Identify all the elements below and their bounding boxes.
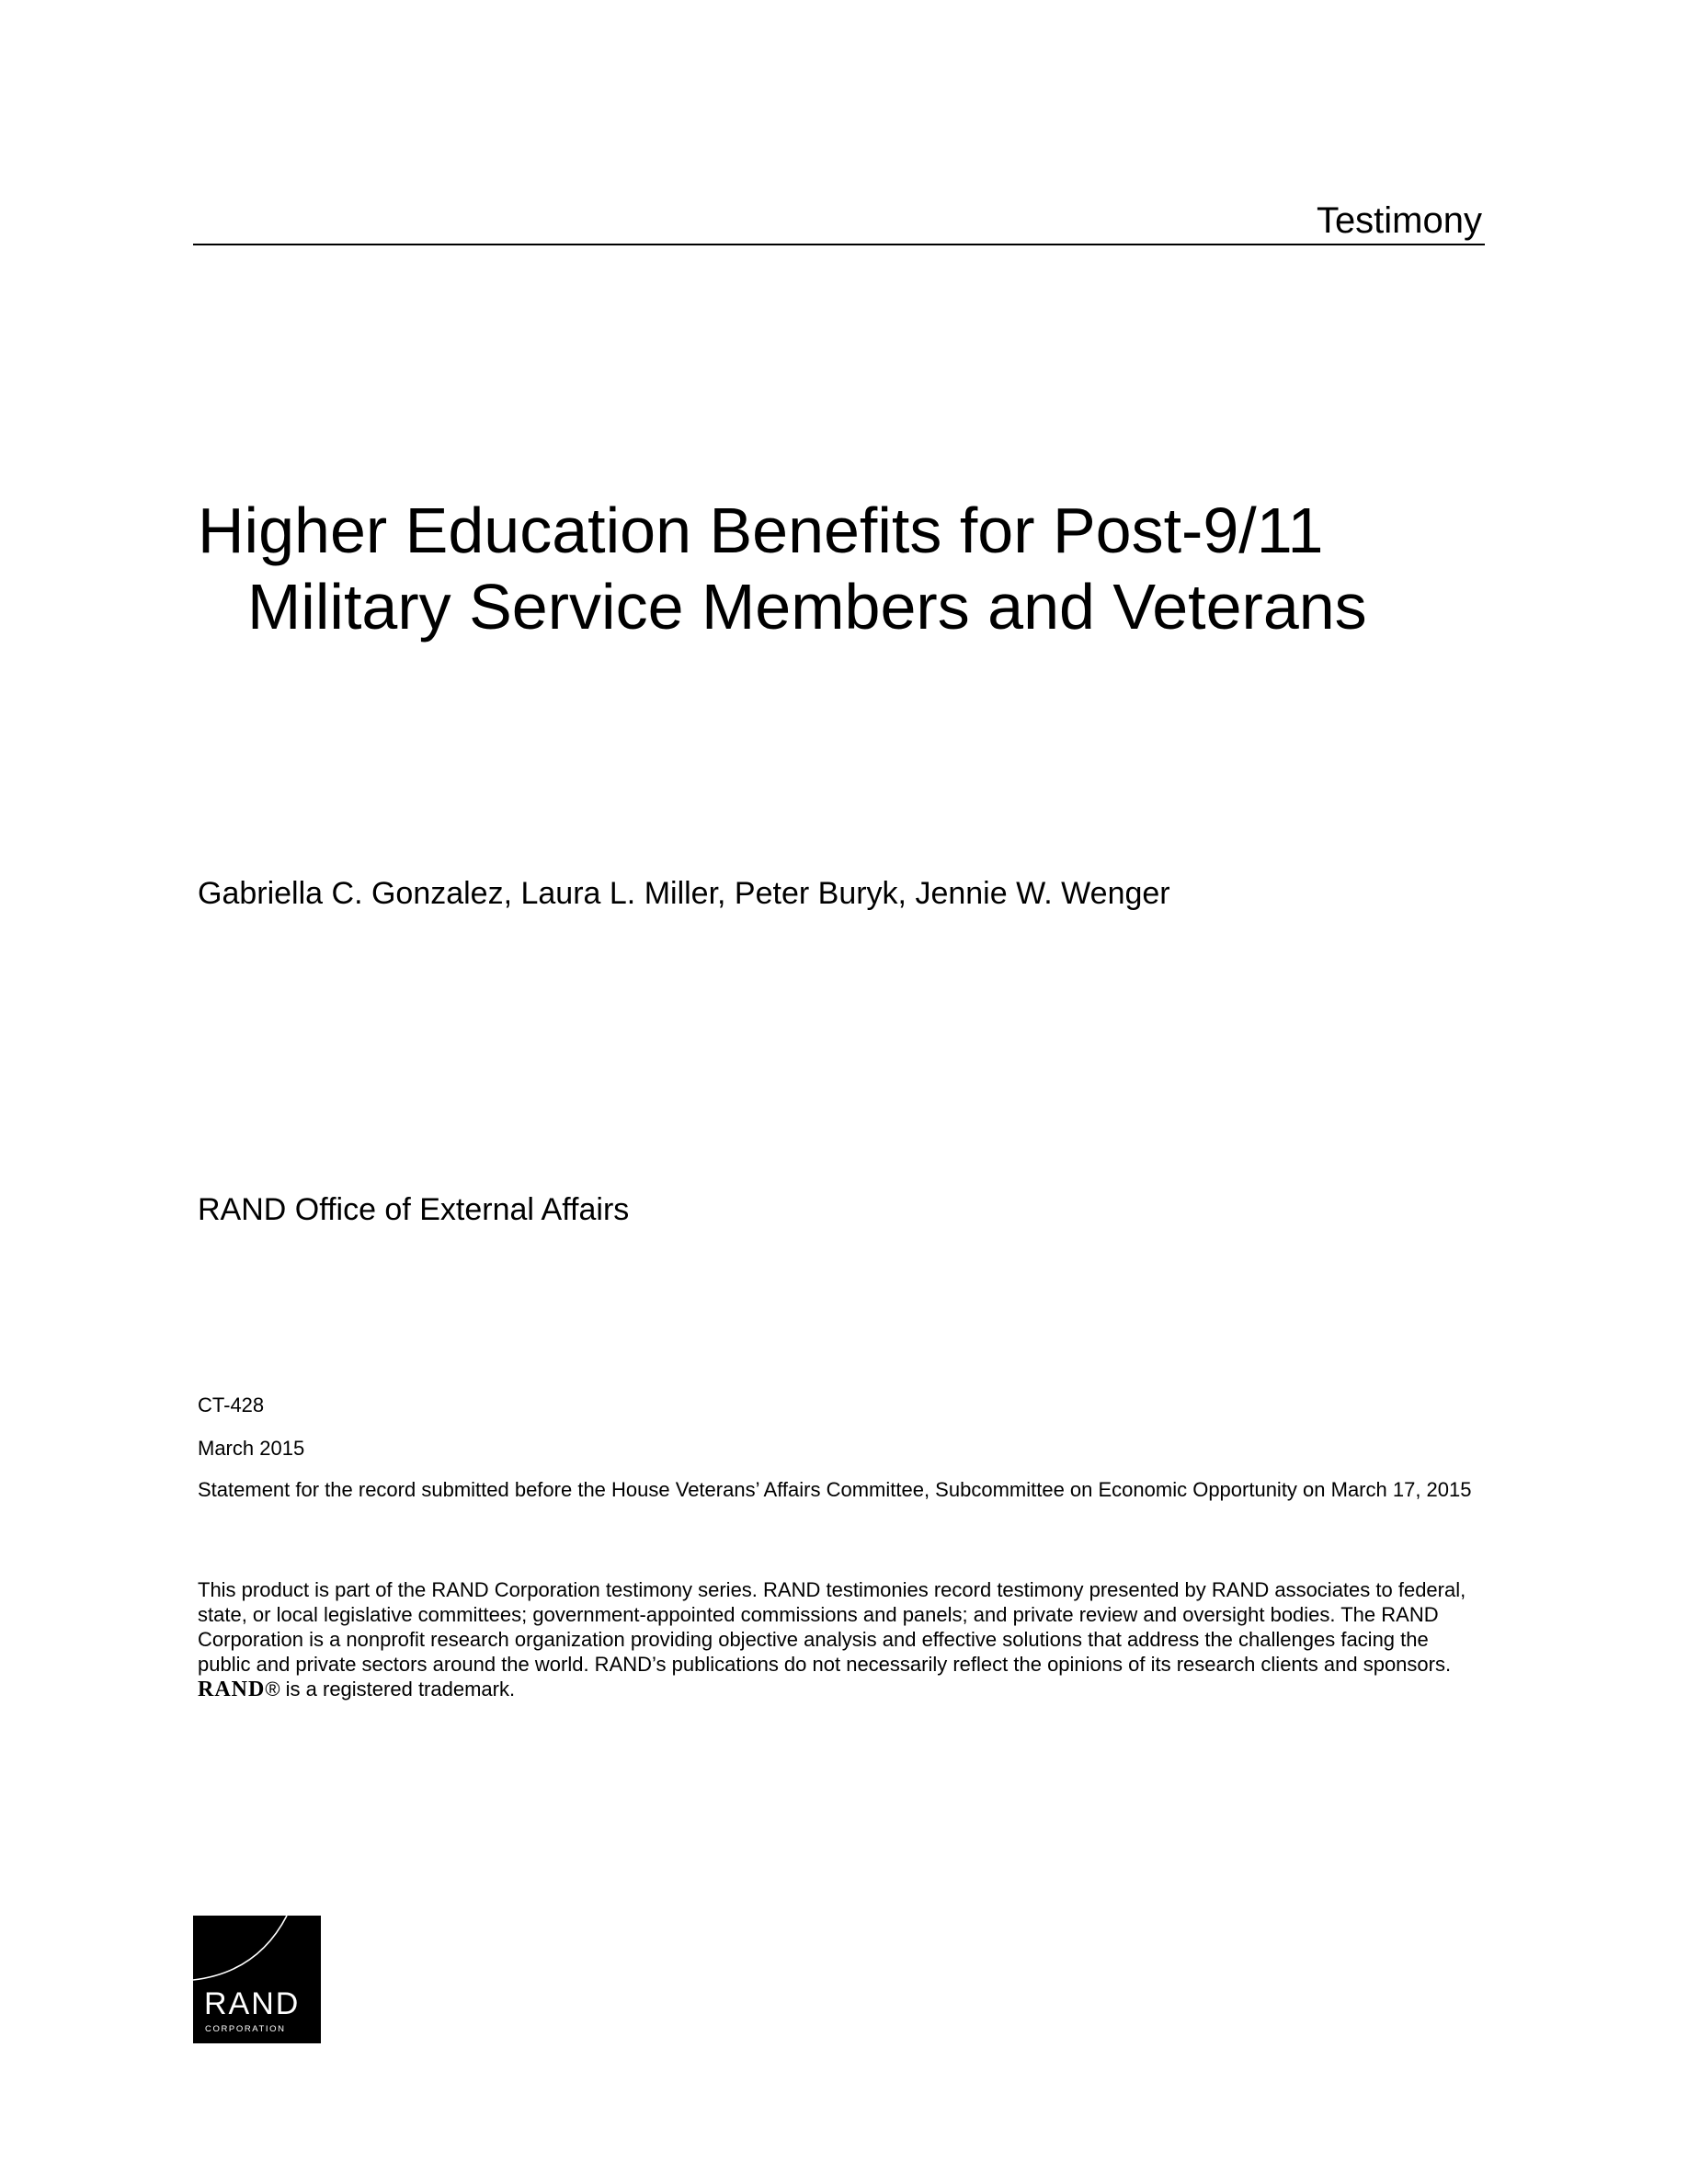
- title-line-1: Higher Education Benefits for Post-9/11: [198, 495, 1324, 566]
- trademark-suffix: ® is a registered trademark.: [265, 1678, 516, 1701]
- title-line-2: Military Service Members and Veterans: [247, 571, 1367, 643]
- disclaimer-paragraph: [198, 1577, 1485, 1702]
- rand-trademark-mark: RAND: [198, 1678, 266, 1701]
- logo-subtitle: CORPORATION: [205, 2024, 286, 2034]
- document-type-label: Testimony: [1316, 200, 1482, 241]
- publication-date: March 2015: [198, 1437, 305, 1460]
- logo-wordmark: RAND: [204, 1986, 301, 2021]
- document-number: CT-428: [198, 1393, 265, 1416]
- rand-logo: [193, 1916, 321, 2043]
- organization: RAND Office of External Affairs: [198, 1192, 630, 1227]
- document-title: [198, 493, 1485, 645]
- authors: Gabriella C. Gonzalez, Laura L. Miller, Peter Buryk, Jennie W. Wenger: [198, 876, 1170, 911]
- header-rule: [193, 244, 1485, 245]
- disclaimer-body: This product is part of the RAND Corporation testimony series. RAND testimonies record testimony presented by RAND associates to federal, state, or local legislative committees; government-appointed commissions and panels; and private review and oversight bodies. The RAND Corporation is a nonprofit research organization providing objective analysis and effective solutions that address the challenges facing the public and private sectors around the world. RAND’s publications do not necessarily reflect the opinions of its research clients and sponsors.: [198, 1578, 1466, 1676]
- statement-text: Statement for the record submitted before the House Veterans’ Affairs Committee, Subcommittee on Economic Opportunity on March 17, 2015: [198, 1478, 1472, 1501]
